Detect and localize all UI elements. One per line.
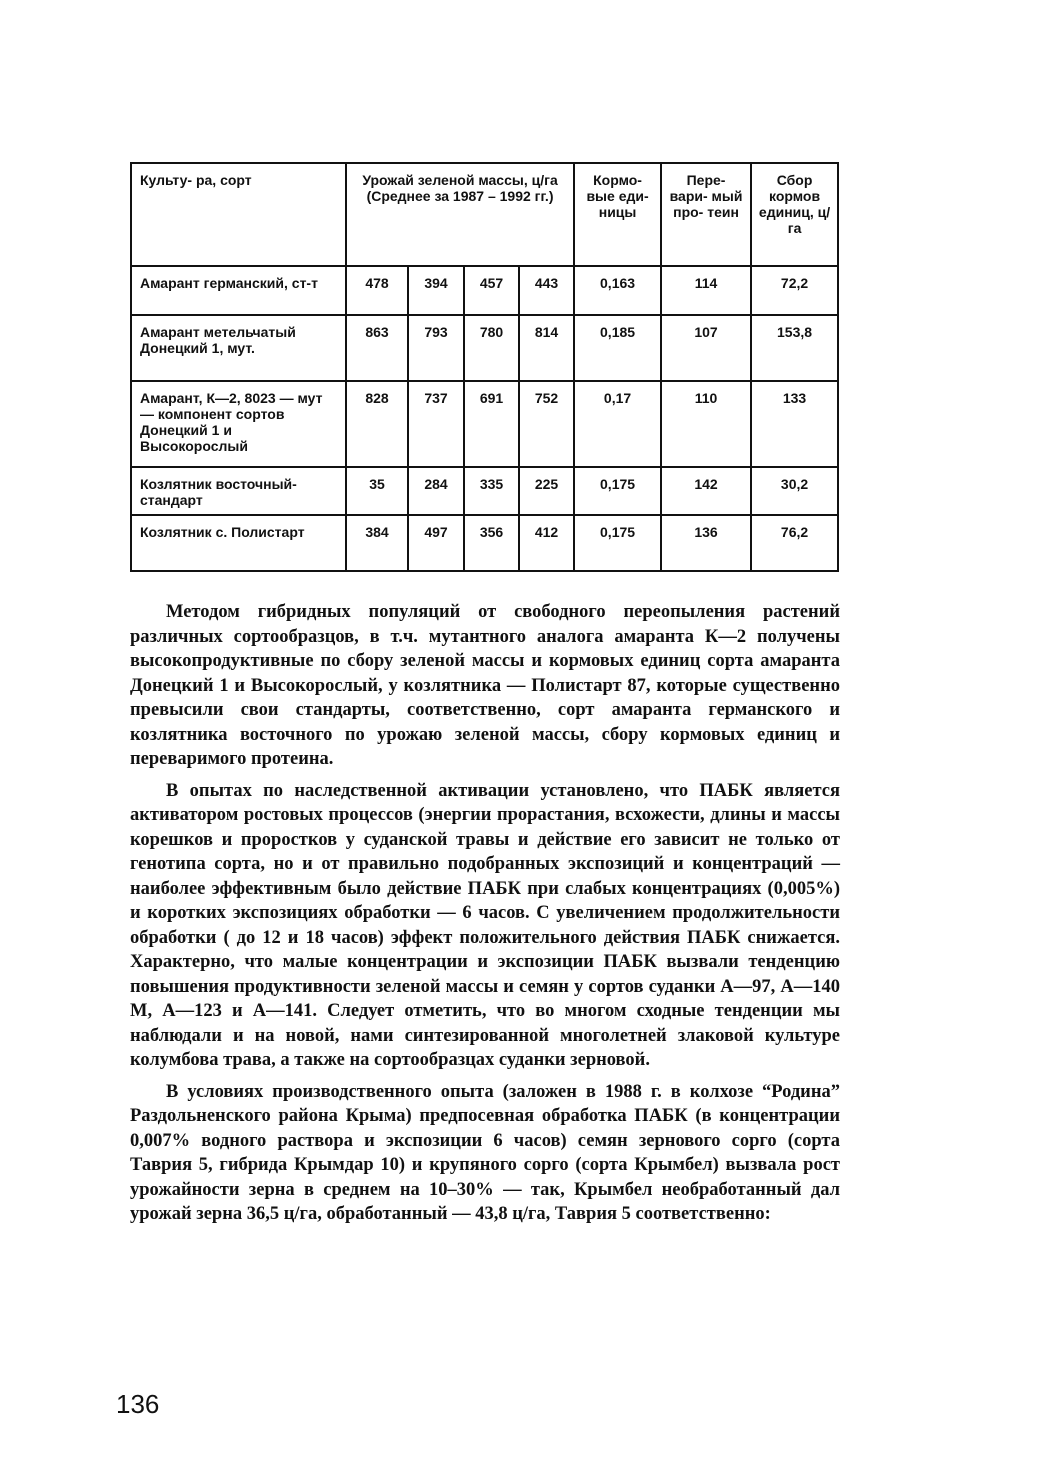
header-crop: Культу- ра, сорт — [131, 163, 346, 266]
feed-units-cell: 0,175 — [574, 467, 661, 515]
table-row — [131, 515, 838, 571]
yield-cell: 691 — [464, 381, 519, 467]
feed-units-cell: 0,175 — [574, 515, 661, 571]
table-row — [131, 315, 838, 381]
yield-cell: 356 — [464, 515, 519, 571]
yield-table — [130, 162, 839, 572]
crop-cell: Козлятник с. Полистарт — [131, 515, 346, 571]
yield-cell: 457 — [464, 266, 519, 315]
header-protein: Пере- вари- мый про- теин — [661, 163, 751, 266]
yield-cell: 752 — [519, 381, 574, 467]
feed-collection-cell: 30,2 — [751, 467, 838, 515]
protein-cell: 110 — [661, 381, 751, 467]
table-row — [131, 266, 838, 315]
yield-cell: 384 — [346, 515, 408, 571]
page-number: 136 — [116, 1389, 160, 1419]
yield-cell: 737 — [408, 381, 464, 467]
yield-cell: 225 — [519, 467, 574, 515]
header-feed-collection: Сбор кормов единиц, ц/га — [751, 163, 838, 266]
feed-collection-cell: 153,8 — [751, 315, 838, 381]
yield-cell: 478 — [346, 266, 408, 315]
crop-cell: Козлятник восточный-стандарт — [131, 467, 346, 515]
header-yield: Урожай зеленой массы, ц/га (Среднее за 1987 – 1992 гг.) — [346, 163, 574, 266]
header-feed-units: Кормо- вые еди- ницы — [574, 163, 661, 266]
yield-cell: 497 — [408, 515, 464, 571]
feed-collection-cell: 76,2 — [751, 515, 838, 571]
yield-cell: 828 — [346, 381, 408, 467]
feed-collection-cell: 72,2 — [751, 266, 838, 315]
feed-units-cell: 0,17 — [574, 381, 661, 467]
yield-cell: 780 — [464, 315, 519, 381]
yield-cell: 335 — [464, 467, 519, 515]
yield-cell: 443 — [519, 266, 574, 315]
feed-collection-cell: 133 — [751, 381, 838, 467]
feed-units-cell: 0,185 — [574, 315, 661, 381]
crop-cell: Амарант германский, ст-т — [131, 266, 346, 315]
table-row — [131, 467, 838, 515]
crop-cell: Амарант метельчатый Донецкий 1, мут. — [131, 315, 346, 381]
body-text — [130, 600, 840, 1234]
yield-cell: 814 — [519, 315, 574, 381]
paragraph: В условиях производственного опыта (заложен в 1988 г. в колхозе “Родина” Раздольненского района Крыма) предпосевная обработка ПАБК (в концентрации 0,007% водного раствора и экспозиции 6 часов) семян зернового сорго (сорта Таврия 5, гибрида Крымдар 10) и крупяного сорго (сорта Крымбел) вызвала рост урожайности зерна в среднем на 10–30% — так, Крымбел необработанный дал урожай зерна 36,5 ц/га, обработанный — 43,8 ц/га, Таврия 5 соответственно: — [130, 1081, 840, 1224]
protein-cell: 114 — [661, 266, 751, 315]
protein-cell: 136 — [661, 515, 751, 571]
yield-cell: 412 — [519, 515, 574, 571]
yield-cell: 394 — [408, 266, 464, 315]
paragraph: Методом гибридных популяций от свободного переопыления растений различных сортообразцов, в т.ч. мутантного аналога амаранта К—2 получены высокопродуктивные по сбору зеленой массы и кормовых единиц сорта амаранта Донецкий 1 и Высокорослый, у козлятника — Полистарт 87, которые существенно превысили свои стандарты, соответственно, сорт амаранта германского и козлятника восточного по урожаю зеленой массы, сбору кормовых единиц и переваримого протеина. — [130, 602, 840, 769]
yield-cell: 284 — [408, 467, 464, 515]
crop-cell: Амарант, К—2, 8023 — мут — компонент сортов Донецкий 1 и Высокорослый — [131, 381, 346, 467]
yield-cell: 35 — [346, 467, 408, 515]
paragraph: В опытах по наследственной активации установлено, что ПАБК является активатором ростовых процессов (энергии прорастания, всхожести, длины и массы корешков и проростков у суданской травы и действие его зависит не только от генотипа сорта, но и от правильно подобранных экспозиций и концентраций — наиболее эффективным было действие ПАБК при слабых концентрациях (0,005%) и коротких экспозициях обработки — 6 часов. С увеличением продолжительности обработки ( до 12 и 18 часов) эффект положительного действия ПАБК снижается. Характерно, что малые концентрации и экспозиции ПАБК вызвали тенденцию повышения продуктивности зеленой массы и семян у сортов суданки А—97, А—140 М, А—123 и А—141. Следует отметить, что во многом сходные тенденции мы наблюдали и на новой, нами синтезированной многолетней злаковой культуре колумбова трава, а также на сортообразцах суданки зерновой. — [130, 780, 840, 1070]
table-header-row — [131, 163, 838, 266]
table-row — [131, 381, 838, 467]
yield-cell: 793 — [408, 315, 464, 381]
yield-cell: 863 — [346, 315, 408, 381]
protein-cell: 142 — [661, 467, 751, 515]
feed-units-cell: 0,163 — [574, 266, 661, 315]
protein-cell: 107 — [661, 315, 751, 381]
